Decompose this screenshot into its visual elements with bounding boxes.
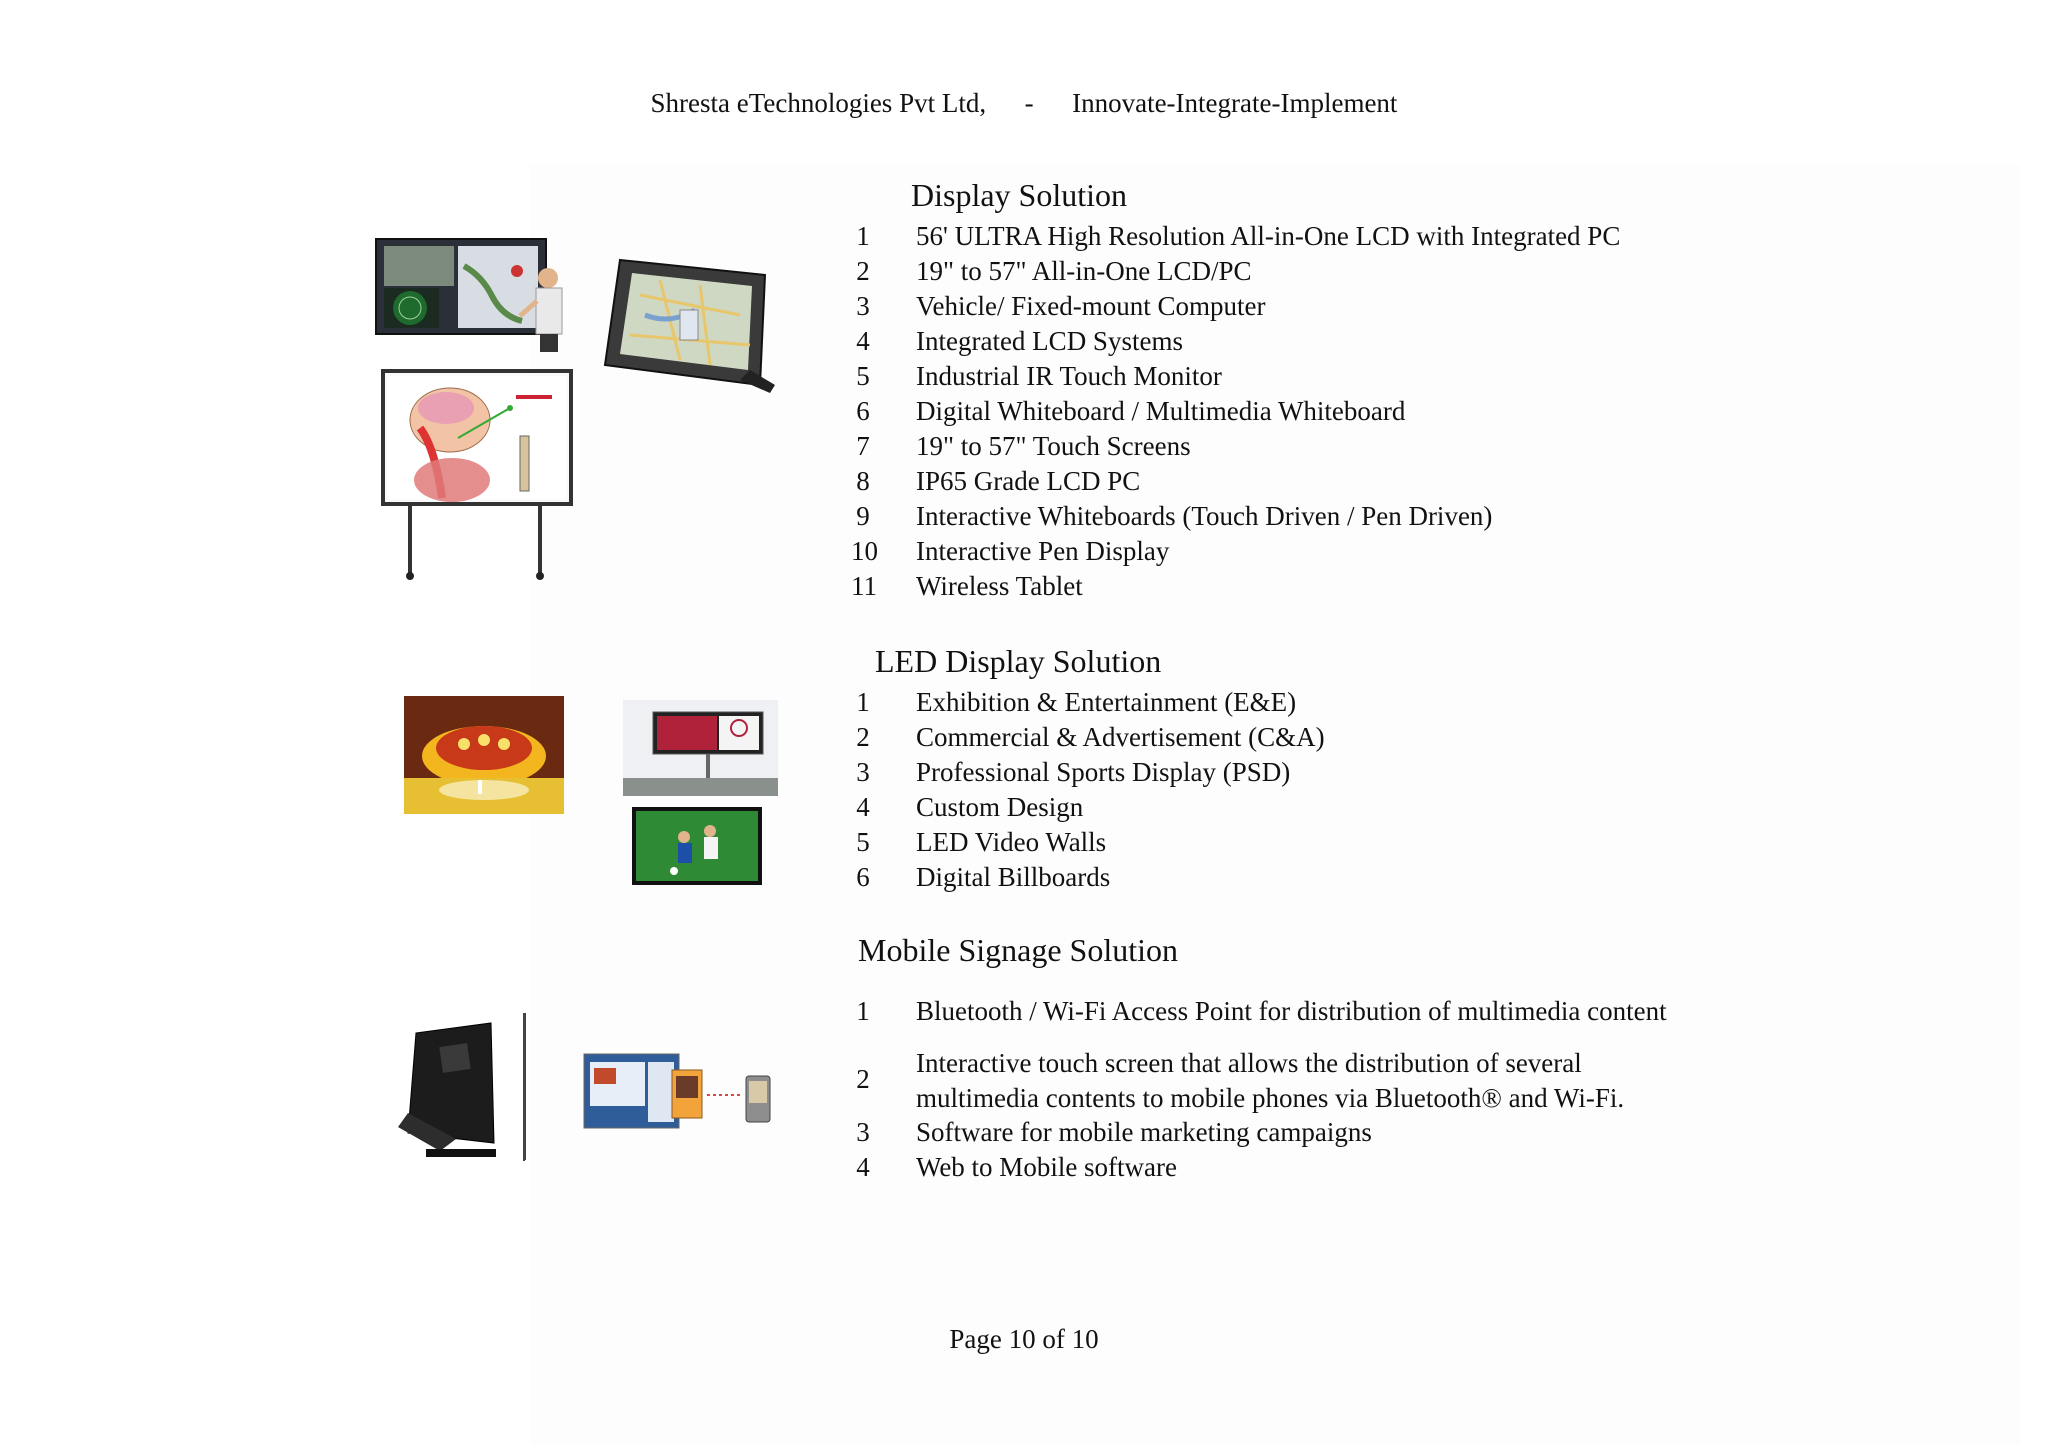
item-number: 6 xyxy=(856,862,870,892)
led-sports-screen-image xyxy=(632,807,762,885)
rugged-tablet-map-image xyxy=(600,255,780,395)
item-text-line-2: multimedia contents to mobile phones via Bluetooth® and Wi-Fi. xyxy=(916,1083,1625,1113)
item-number: 2 xyxy=(856,722,870,752)
page-footer: Page 10 of 10 xyxy=(949,1324,1099,1354)
item-number: 4 xyxy=(856,792,870,822)
item-number: 4 xyxy=(856,326,870,356)
item-text: Integrated LCD Systems xyxy=(916,326,1183,356)
item-text: IP65 Grade LCD PC xyxy=(916,466,1141,496)
item-number: 10 xyxy=(851,536,878,566)
item-text: Vehicle/ Fixed-mount Computer xyxy=(916,291,1266,321)
item-number: 1 xyxy=(856,996,870,1026)
item-number: 1 xyxy=(856,687,870,717)
item-text-line-1: Interactive touch screen that allows the distribution of several xyxy=(916,1048,1582,1078)
item-number: 5 xyxy=(856,361,870,391)
item-text: Bluetooth / Wi-Fi Access Point for distribution of multimedia content xyxy=(916,996,1667,1026)
company-name: Shresta eTechnologies Pvt Ltd, xyxy=(650,88,987,118)
item-text xyxy=(916,1046,1624,1116)
item-number: 3 xyxy=(856,291,870,321)
item-text: 19" to 57" Touch Screens xyxy=(916,431,1191,461)
company-tagline: Innovate-Integrate-Implement xyxy=(1072,88,1398,118)
header-separator: - xyxy=(1024,88,1034,118)
item-text: Exhibition & Entertainment (E&E) xyxy=(916,687,1297,717)
item-text: Industrial IR Touch Monitor xyxy=(916,361,1222,391)
divider xyxy=(524,1013,526,1160)
section-title-display-solution: Display Solution xyxy=(911,177,1128,213)
mobile-distribution-image xyxy=(582,1050,782,1144)
led-billboard-image xyxy=(623,700,778,796)
item-number: 8 xyxy=(856,466,870,496)
item-text: Software for mobile marketing campaigns xyxy=(916,1117,1372,1147)
item-number: 1 xyxy=(856,221,870,251)
item-number: 11 xyxy=(851,571,877,601)
item-number: 7 xyxy=(856,431,870,461)
item-number: 5 xyxy=(856,827,870,857)
section-title-mobile-signage-solution: Mobile Signage Solution xyxy=(858,932,1178,968)
item-text: Digital Whiteboard / Multimedia Whiteboard xyxy=(916,396,1406,426)
item-text: Professional Sports Display (PSD) xyxy=(916,757,1291,787)
item-text: Interactive Whiteboards (Touch Driven / Pen Driven) xyxy=(916,501,1493,531)
item-number: 2 xyxy=(856,256,870,286)
item-number: 3 xyxy=(856,757,870,787)
section-title-led-display-solution: LED Display Solution xyxy=(875,643,1162,679)
item-text: Commercial & Advertisement (C&A) xyxy=(916,722,1325,752)
item-text: 56' ULTRA High Resolution All-in-One LCD with Integrated PC xyxy=(916,221,1621,251)
item-text: Custom Design xyxy=(916,792,1084,822)
item-text: Wireless Tablet xyxy=(916,571,1083,601)
item-text: Digital Billboards xyxy=(916,862,1111,892)
item-number: 6 xyxy=(856,396,870,426)
lcd-display-presenter-image xyxy=(372,236,572,356)
interactive-whiteboard-stand-image xyxy=(380,368,580,588)
item-text: 19" to 57" All-in-One LCD/PC xyxy=(916,256,1252,286)
item-text: Interactive Pen Display xyxy=(916,536,1170,566)
item-number: 2 xyxy=(856,1064,870,1094)
bluetooth-access-point-image xyxy=(396,1013,516,1163)
led-stage-display-image xyxy=(404,696,564,814)
item-number: 3 xyxy=(856,1117,870,1147)
item-text: Web to Mobile software xyxy=(916,1152,1178,1182)
item-number: 9 xyxy=(856,501,870,531)
item-number: 4 xyxy=(856,1152,870,1182)
item-text: LED Video Walls xyxy=(916,827,1107,857)
page-header xyxy=(0,88,2048,119)
